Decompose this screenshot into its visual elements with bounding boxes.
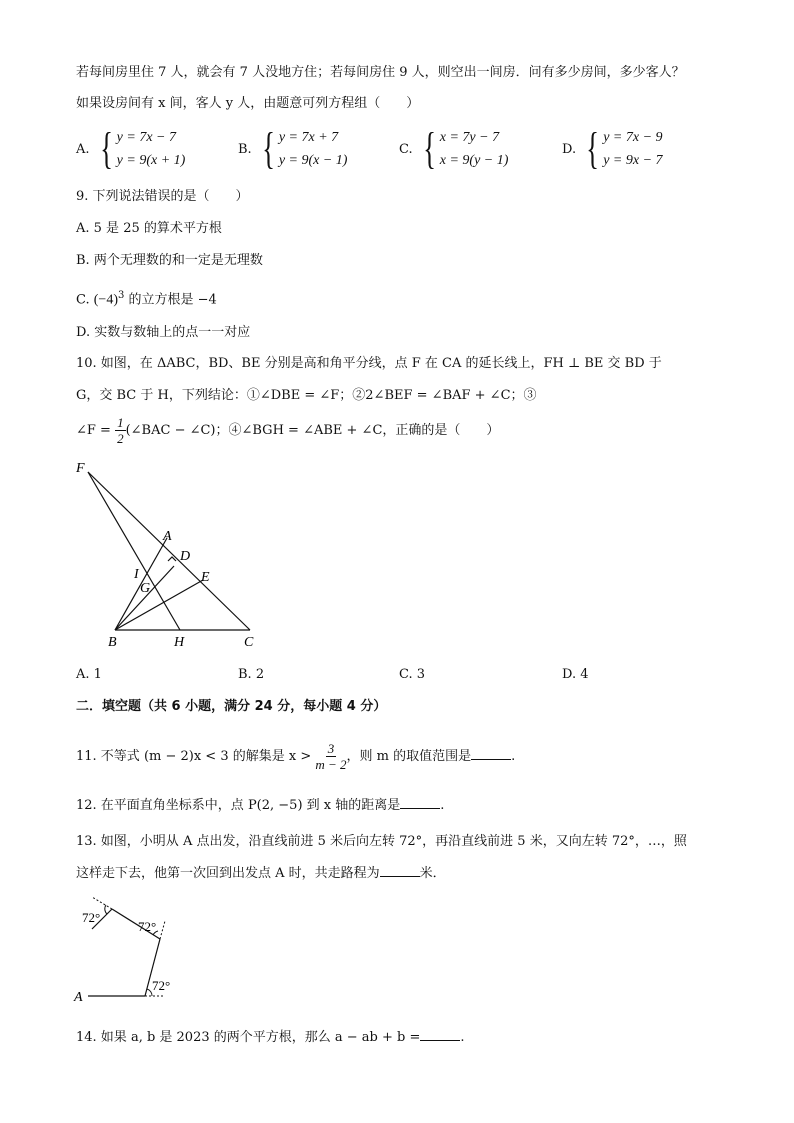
period: . <box>460 1030 465 1045</box>
equation: y = 9x − 7 <box>603 153 663 168</box>
option-label: D. <box>562 141 577 157</box>
formula-text: (∠BAC − ∠C)；④∠BGH = ∠ABE + ∠C，正确的是（ ） <box>125 423 500 438</box>
q10-option-c[interactable]: C. 3 <box>399 667 426 682</box>
q8-option-d[interactable] <box>562 126 663 172</box>
option-label: C. <box>399 141 413 157</box>
q8-option-c[interactable] <box>399 126 508 172</box>
question-text: 11. 不等式 (m − 2)x < 3 的解集是 x > <box>76 749 312 764</box>
walking-path-figure <box>70 893 190 1005</box>
angle-label: 72° <box>138 919 157 934</box>
label-F: F <box>76 461 85 476</box>
fraction-denominator: 2 <box>117 431 124 446</box>
q8-option-b[interactable] <box>238 126 347 172</box>
answer-blank[interactable] <box>380 864 420 877</box>
brace-icon: { <box>422 124 436 173</box>
equation: x = 7y − 7 <box>439 130 500 145</box>
q10-line2: G，交 BC 于 H，下列结论：①∠DBE = ∠F；②2∠BEF = ∠BAF + ∠C；③ <box>76 388 537 403</box>
option-label: A. <box>76 141 90 157</box>
q9-option-c[interactable] <box>76 287 217 309</box>
equation: x = 9(y − 1) <box>439 153 509 168</box>
label-G: G <box>140 581 151 596</box>
option-text: 的立方根是 −4 <box>124 292 217 308</box>
question-text: 米． <box>419 866 446 881</box>
brace-icon: { <box>261 124 275 173</box>
q10-line1: 10. 如图，在 ΔABC，BD、BE 分别是高和角平分线，点 F 在 CA 的延长线上，FH ⊥ BE 交 BD 于 <box>76 356 662 371</box>
answer-blank[interactable] <box>420 1028 460 1041</box>
equation: y = 7x + 7 <box>278 130 339 145</box>
angle-label: 72° <box>152 978 171 993</box>
equation: y = 7x − 9 <box>603 130 663 145</box>
q11 <box>76 740 515 774</box>
label-A: A <box>163 529 172 544</box>
equation: y = 9(x − 1) <box>278 153 348 168</box>
q8-line1: 若每间房里住 7 人，就会有 7 人没地方住；若每间房住 9 人，则空出一间房．问有多少房间，多少客人？ <box>76 65 685 80</box>
q10-option-b[interactable]: B. 2 <box>238 667 265 682</box>
question-text: 这样走下去，他第一次回到出发点 A 时，共走路程为 <box>76 866 380 881</box>
triangle-figure <box>70 458 270 650</box>
period: . <box>440 798 445 813</box>
q9-option-d[interactable]: D. 实数与数轴上的点一一对应 <box>76 325 251 340</box>
fraction-numerator: 1 <box>117 415 124 430</box>
expression: (−4) <box>93 292 118 308</box>
equation: y = 7x − 7 <box>116 130 176 145</box>
brace-icon: { <box>586 124 599 173</box>
label-D: D <box>180 549 191 564</box>
q8-line2: 如果设房间有 x 间，客人 y 人，由题意可列方程组（ ） <box>76 96 420 111</box>
q14 <box>76 1028 465 1047</box>
q9-stem: 9. 下列说法错误的是（ ） <box>76 189 249 204</box>
label-C: C <box>244 635 254 650</box>
question-text: 14. 如果 a, b 是 2023 的两个平方根，那么 a − ab + b = <box>76 1030 421 1045</box>
fraction-denominator: m − 2 <box>315 757 347 772</box>
q13-line2 <box>76 864 446 883</box>
label-I: I <box>134 567 139 582</box>
equation: y = 9(x + 1) <box>116 153 186 168</box>
section-heading: 二．填空题（共 6 小题，满分 24 分，每小题 4 分） <box>76 699 387 714</box>
formula-text: ∠F = <box>76 423 111 438</box>
label-B: B <box>108 635 117 650</box>
q8-option-a[interactable] <box>76 126 185 172</box>
answer-blank[interactable] <box>400 796 440 809</box>
q10-option-d[interactable]: D. 4 <box>562 667 589 682</box>
q10-line3 <box>76 415 499 447</box>
period: . <box>511 749 516 764</box>
question-text: 12. 在平面直角坐标系中，点 P(2, −5) 到 x 轴的距离是 <box>76 798 401 813</box>
brace-icon: { <box>99 124 113 173</box>
q9-option-a[interactable]: A. 5 是 25 的算术平方根 <box>76 221 222 236</box>
question-text: ，则 m 的取值范围是 <box>346 749 472 764</box>
label-E: E <box>201 570 210 585</box>
exponent: 3 <box>118 290 125 301</box>
q9-option-b[interactable]: B. 两个无理数的和一定是无理数 <box>76 253 263 268</box>
q12 <box>76 796 444 815</box>
option-label: B. <box>238 141 252 157</box>
answer-blank[interactable] <box>471 747 511 760</box>
option-label: C. <box>76 292 90 308</box>
fraction-numerator: 3 <box>327 741 335 756</box>
point-label: A <box>74 990 83 1005</box>
angle-label: 72° <box>82 910 101 925</box>
label-H: H <box>174 635 185 650</box>
q13-line1: 13. 如图，小明从 A 点出发，沿直线前进 5 米后向左转 72°，再沿直线前进 5 米，又向左转 72°，…，照 <box>76 834 687 849</box>
q10-option-a[interactable]: A. 1 <box>76 667 102 682</box>
